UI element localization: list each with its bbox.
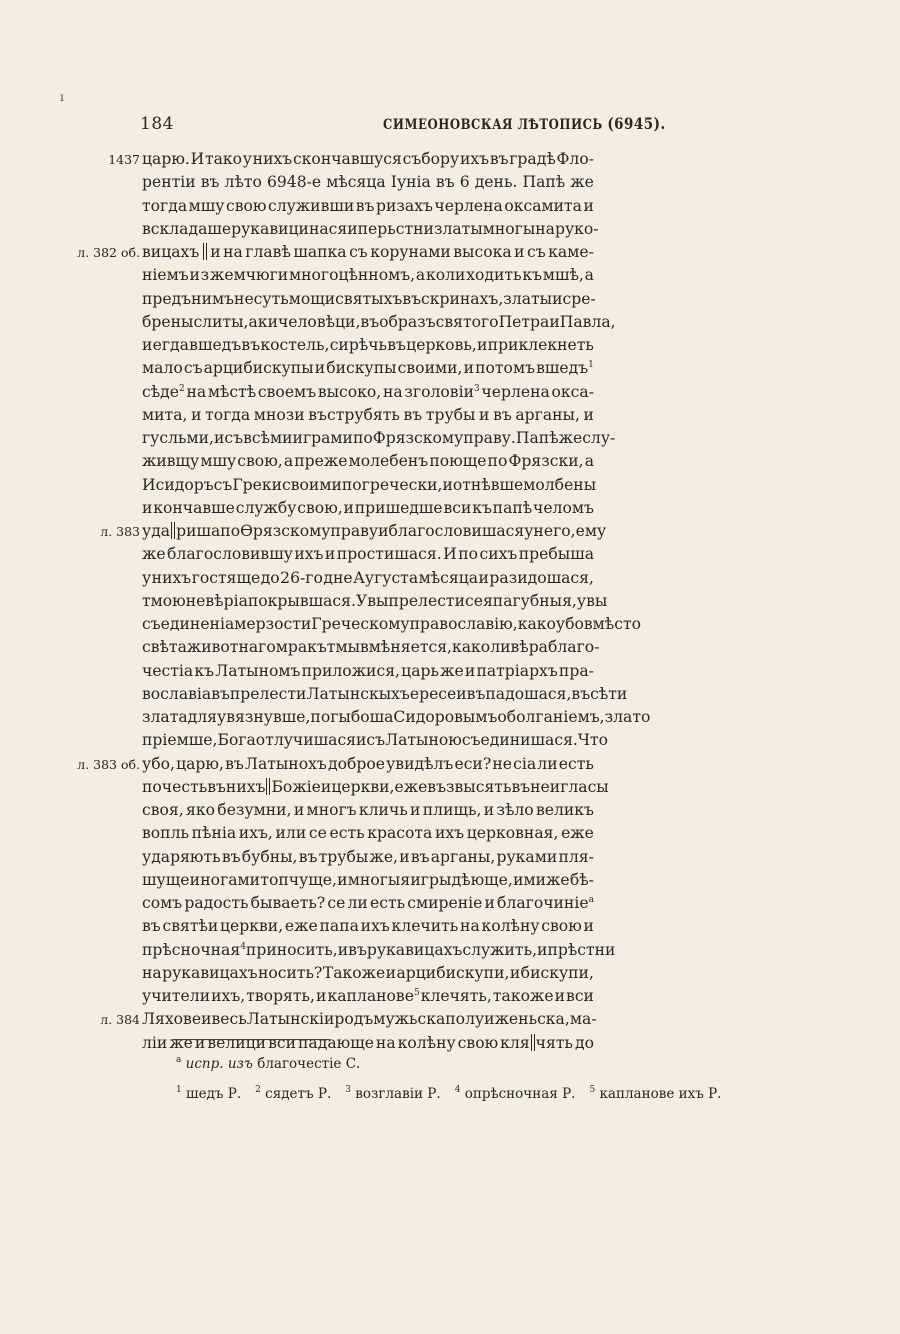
margin-note: л. 383 об. <box>77 756 140 772</box>
text-line: ліи же и велици вси падающе на колѣну свою кля чять до <box>142 1033 594 1052</box>
footnote-lettered <box>176 1056 360 1072</box>
footnote-text: капланове ихъ Р. <box>595 1086 722 1102</box>
footnote-item <box>589 1086 721 1102</box>
running-title-text: СИМЕОНОВСКАЯ ЛѢТОПИСЬ <box>383 117 603 133</box>
text-line: на рукавицахъ носить? Такоже и арцибискупи, и бискупи, <box>142 963 594 982</box>
footnote-text: шедъ Р. <box>181 1086 242 1102</box>
footnote-number: 3 <box>345 1085 352 1095</box>
text-line: мита, и тогда мнози въструбять въ трубы и въ арганы, и <box>142 405 594 424</box>
text-line: ударяють въ бубны, въ трубы же, и въ арганы, руками пля- <box>142 847 594 866</box>
text-line: гусльми, и съ всѣми играми по Фрязскому праву. Папѣ же слу- <box>142 429 616 447</box>
text-line: Ляхове и весь Латынскіи родъ мужьска полу и женьска, ма- <box>142 1010 597 1029</box>
text-line: тмою невѣріа покрывшася. Увы прелести сея пагубныя, увы <box>142 591 608 610</box>
footnote-item <box>345 1086 440 1102</box>
margin-note: л. 384 <box>100 1012 140 1028</box>
text-line: прѣсночная$^4$ приносить, и въ рукавицахъ служить, и прѣстни <box>142 940 616 959</box>
text-line: вославіа въ прелести Латынскыхъ ересеи въпадошася, въ сѣти <box>142 684 628 703</box>
footnote-rule <box>173 1039 330 1040</box>
text-line: живщу мшу свою, а преже молебенъ поюще по Фрязски, а <box>142 452 594 471</box>
footnote-number: 1 <box>176 1085 182 1095</box>
footnotes-numbered <box>176 1086 721 1102</box>
text-line: вопль пѣніа ихъ, или се есть красота ихъ церковная, еже <box>142 824 594 843</box>
footnote-item <box>455 1086 576 1102</box>
text-line: вицахъ и на главѣ шапка съ корунами высока и съ камe- <box>142 243 594 261</box>
running-title <box>383 114 666 133</box>
margin-note: 1437 <box>108 152 140 167</box>
footnote-text: сядетъ Р. <box>260 1086 332 1102</box>
text-line: и егда вшедъ въ костель, сирѣчь въ церковь, и приклекнеть <box>142 336 594 354</box>
text-line: мало съ арцибискупы и бискупы своими, и потомъ вшедъ$^1$ <box>142 359 594 378</box>
text-line: и кончавше службу свою, и пришедше вси къ папѣ челомъ <box>142 498 594 517</box>
margin-notes <box>0 0 140 1334</box>
margin-note: л. 383 <box>100 524 140 539</box>
text-line: злата для увязнувше, погыбоша Сидоровымъ оболганіемъ, злато <box>142 708 651 726</box>
text-line: сомъ радость бываеть? се ли есть смиреніе и благочиніе$^а$ <box>142 894 594 912</box>
footnote-number: 5 <box>589 1085 596 1095</box>
text-line: шуще и ногами топчуще, и многыя игры дѣюще, имиже бѣ- <box>142 870 594 889</box>
footnote-item <box>176 1086 241 1102</box>
footnote-a-mark: а <box>176 1055 182 1065</box>
text-line: честіа къ Латыномъ приложися, царь же и патріархъ пра- <box>142 661 594 680</box>
text-line: пріемше, Бога отлучишася и съ Латынoю съединишася. Что <box>142 731 608 750</box>
text-line: царю. И тако у нихъ скончавшуся събору ихъ въ градѣ Фло- <box>142 150 594 168</box>
text-line: ніемъ и з жемчюги многоцѣнномъ, а коли ходить къ мшѣ, а <box>142 266 594 285</box>
text-line: въ святѣи церкви, еже папа ихъ клечить на колѣну свою и <box>142 917 594 936</box>
running-title-year: (6945). <box>607 114 666 133</box>
page-number: 184 <box>140 114 174 134</box>
text-line: уда риша по Ѳрязскому праву и благословишася у него, ему <box>142 522 607 540</box>
footnote-number: 2 <box>255 1085 261 1095</box>
footnote-text: опрѣсночная Р. <box>460 1086 576 1102</box>
text-line: свѣта животнаго мракъ тмы вмѣняется, како ли вѣра благо- <box>142 638 600 657</box>
text-line: же благословившу ихъ и простишася. И по сихъ пребыша <box>142 545 594 564</box>
text-line: учители ихъ, творять, и капланове$^5$ клечять, такоже и вси <box>142 987 594 1005</box>
text-line: предъ нимъ несуть мощи святыхъ въ скринахъ, златы и сре- <box>142 289 596 308</box>
text-line: Исидоръ съ Греки своими по гречески, и отнѣвше молбены <box>142 475 597 494</box>
footnote-a-italic: испр. изъ <box>185 1056 253 1072</box>
footnote-number: 4 <box>454 1085 461 1095</box>
footnote-item <box>255 1086 331 1102</box>
footnote-a-text: благочестіе С. <box>257 1056 361 1072</box>
footnote-text: возглавіи Р. <box>351 1086 441 1102</box>
margin-note: л. 382 об. <box>77 245 140 260</box>
text-line: тогда мшу свою служивши въ ризахъ черлена оксамита и <box>142 196 594 215</box>
text-line: почесть въ нихъ Божіеи церкви, еже възвысять въ неи гласы <box>142 777 609 796</box>
text-line: сѣде$^2$ на мѣстѣ своемъ высоко, на зголовіи$^3$ черлена окса- <box>142 382 594 401</box>
text-line: брены слиты, аки человѣци, въ образъ святого Петра и Павла, <box>142 312 616 331</box>
body-text <box>142 148 651 1055</box>
text-line: у нихъ гостяще до 26-го дне Аугуста мѣсяца и разидошася, <box>142 568 594 587</box>
text-line: убо, царю, въ Латынохъ доброе увидѣлъ еси? не сіа ли есть <box>142 754 594 773</box>
stray-mark: ı <box>60 90 64 104</box>
text-line: съединеніа мерзости Греческому православію, како убо вмѣсто <box>142 615 641 633</box>
text-line: вскладаше рукавици на ся и перьстни златы многы на руко- <box>142 219 599 238</box>
text-line: рентіи въ лѣто 6948-е мѣсяца Іуніа въ 6 день. Папѣ же <box>142 173 594 192</box>
text-line: своя, яко безумни, и многъ кличь и плищь, и зѣло великъ <box>142 801 594 819</box>
